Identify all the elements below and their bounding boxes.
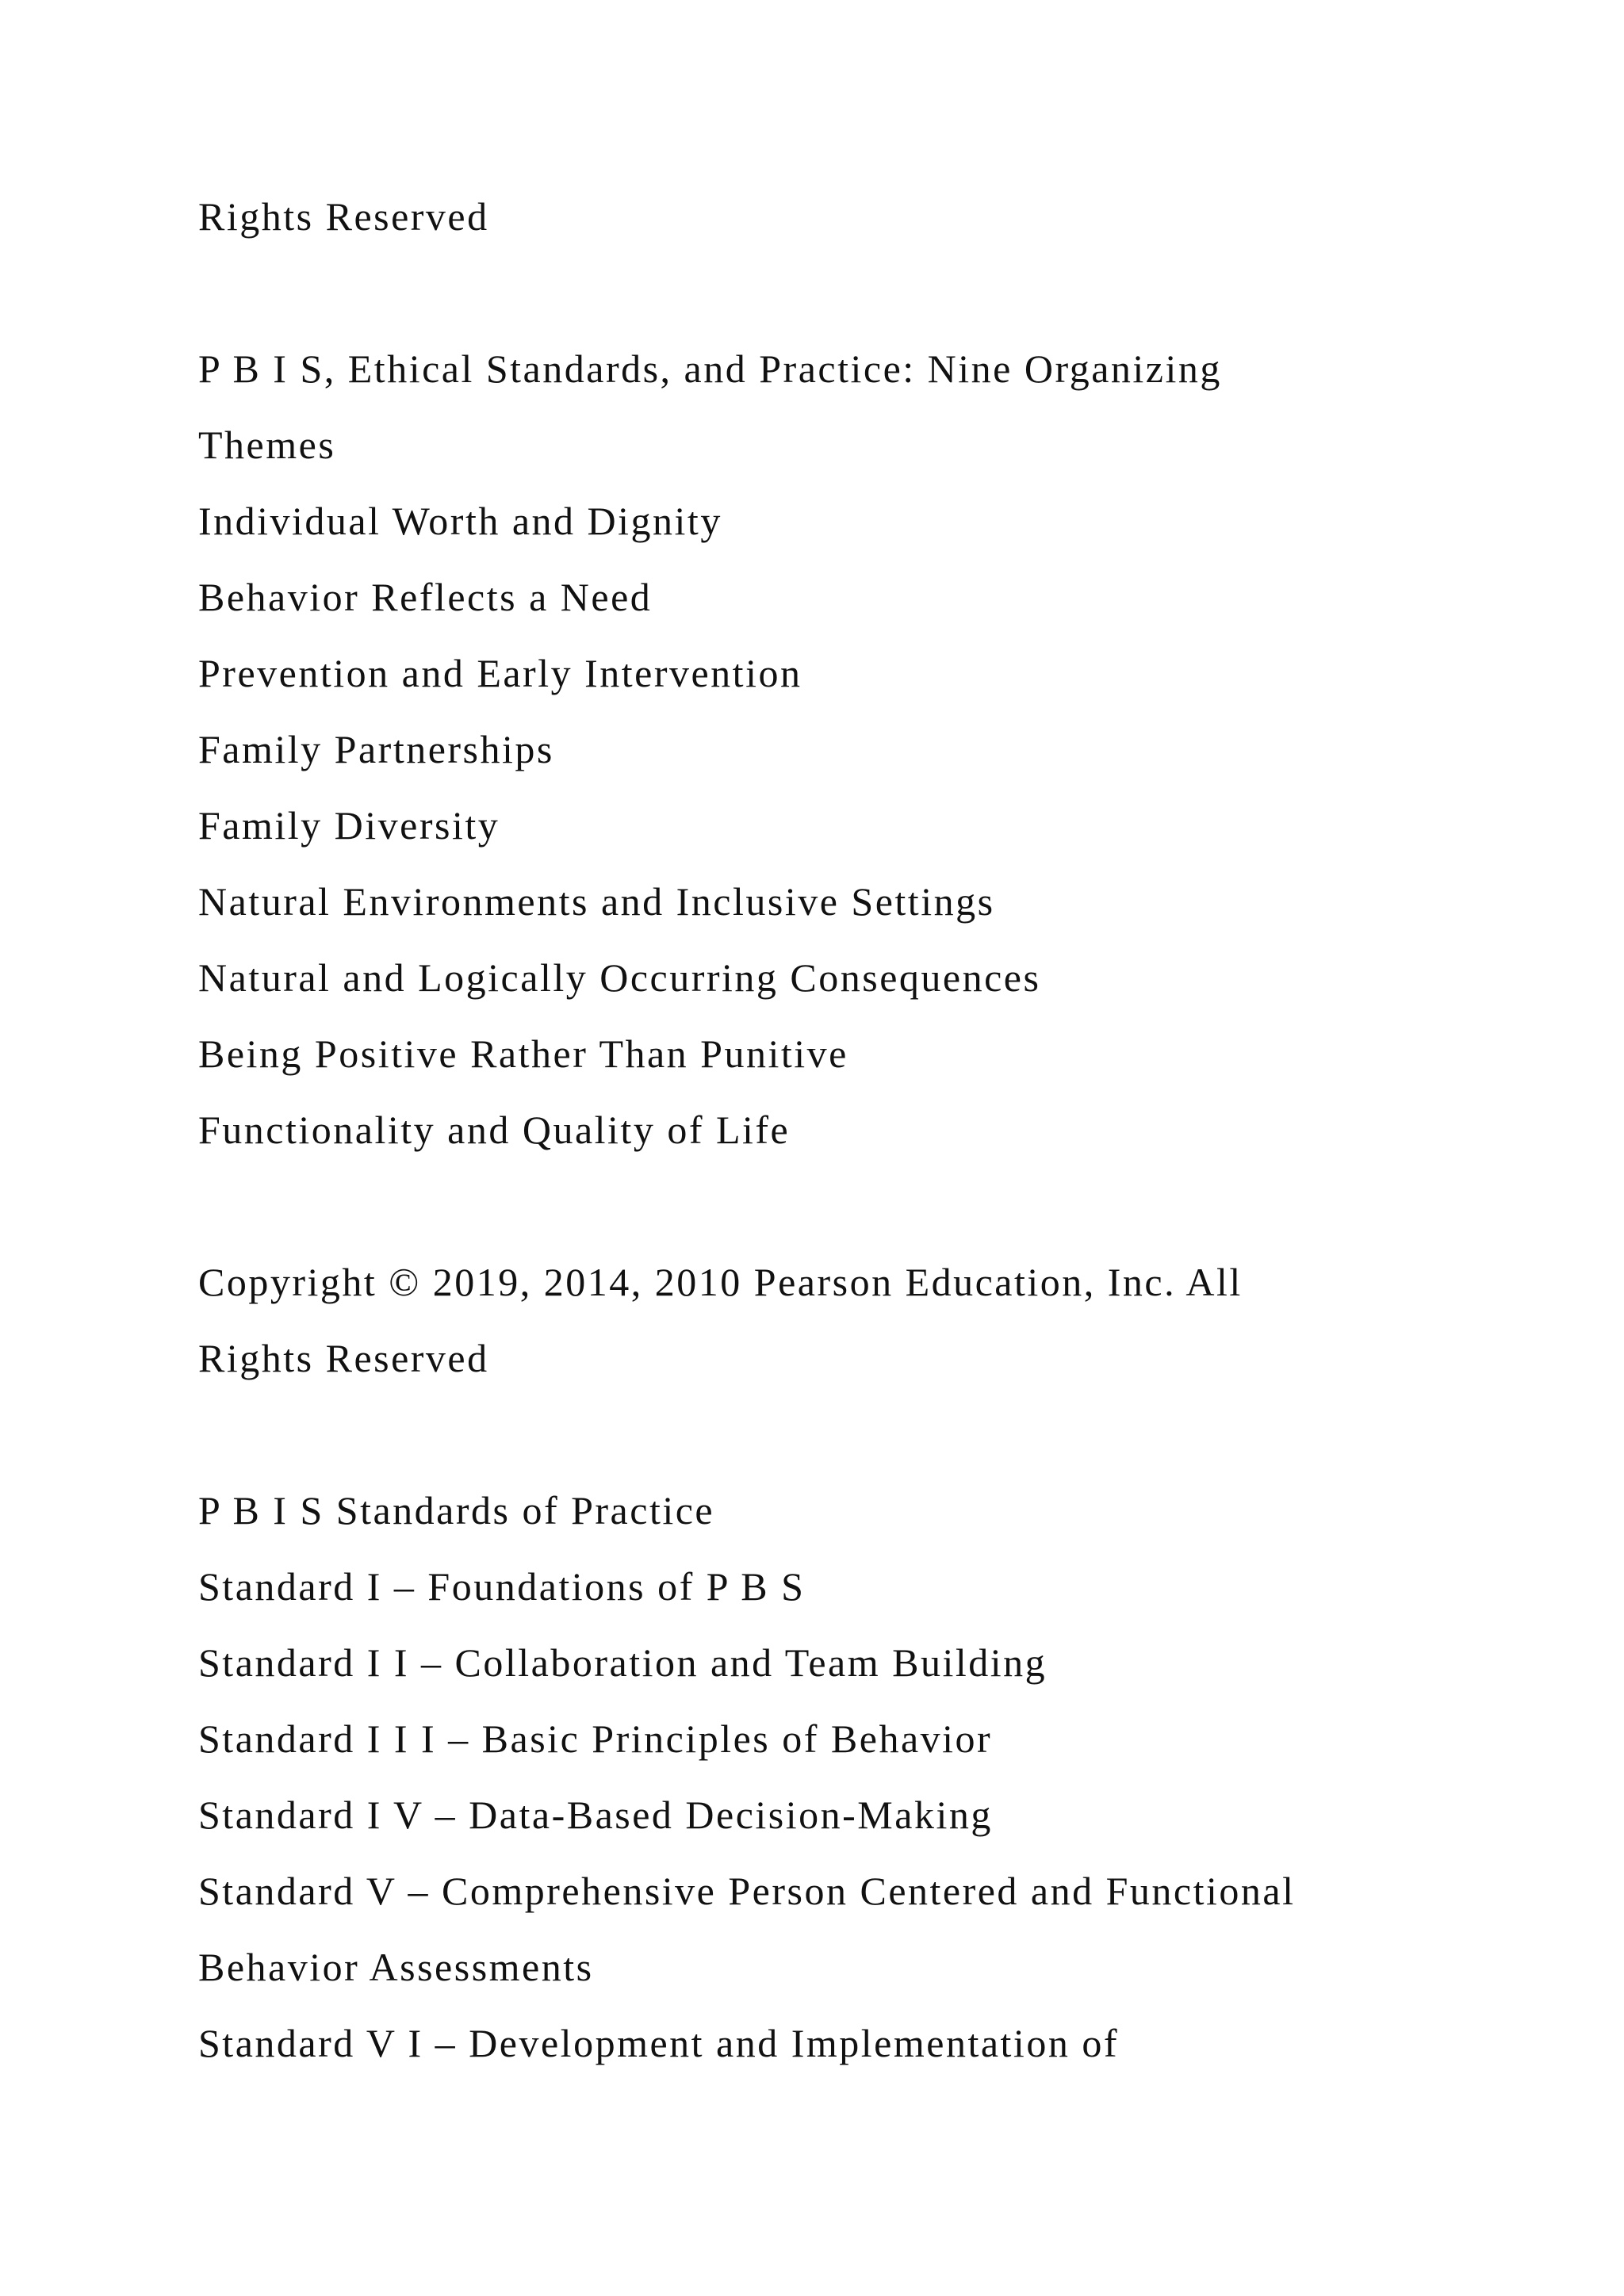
standard-item: Standard I – Foundations of P B S: [198, 1564, 806, 1609]
standard-item: Standard V – Comprehensive Person Centered and Functional: [198, 1869, 1296, 1913]
section-heading-continued: Themes: [198, 423, 336, 467]
theme-item: Family Diversity: [198, 803, 500, 848]
standard-item: Standard I V – Data-Based Decision-Making: [198, 1793, 993, 1837]
copyright-line: Copyright © 2019, 2014, 2010 Pearson Education, Inc. All: [198, 1260, 1243, 1304]
spacer: [198, 1168, 1546, 1244]
document-text: [198, 178, 1546, 2081]
copyright-line-continued: Rights Reserved: [198, 1336, 489, 1380]
section-heading: P B I S, Ethical Standards, and Practice: Nine Organizing: [198, 346, 1222, 391]
standard-item-continued: Behavior Assessments: [198, 1945, 594, 1989]
rights-reserved-fragment: Rights Reserved: [198, 194, 489, 239]
theme-item: Natural Environments and Inclusive Settings: [198, 879, 995, 924]
section-heading: P B I S Standards of Practice: [198, 1488, 715, 1533]
standard-item: Standard I I – Collaboration and Team Building: [198, 1640, 1048, 1685]
theme-item: Functionality and Quality of Life: [198, 1108, 791, 1152]
theme-item: Individual Worth and Dignity: [198, 499, 722, 543]
theme-item: Being Positive Rather Than Punitive: [198, 1031, 848, 1076]
standard-item: Standard V I – Development and Implementation of: [198, 2021, 1119, 2065]
standard-item: Standard I I I – Basic Principles of Behavior: [198, 1716, 993, 1761]
theme-item: Family Partnerships: [198, 727, 554, 771]
theme-item: Behavior Reflects a Need: [198, 575, 653, 619]
theme-item: Prevention and Early Intervention: [198, 651, 802, 695]
spacer: [198, 1396, 1546, 1472]
spacer: [198, 254, 1546, 331]
theme-item: Natural and Logically Occurring Consequences: [198, 955, 1041, 1000]
